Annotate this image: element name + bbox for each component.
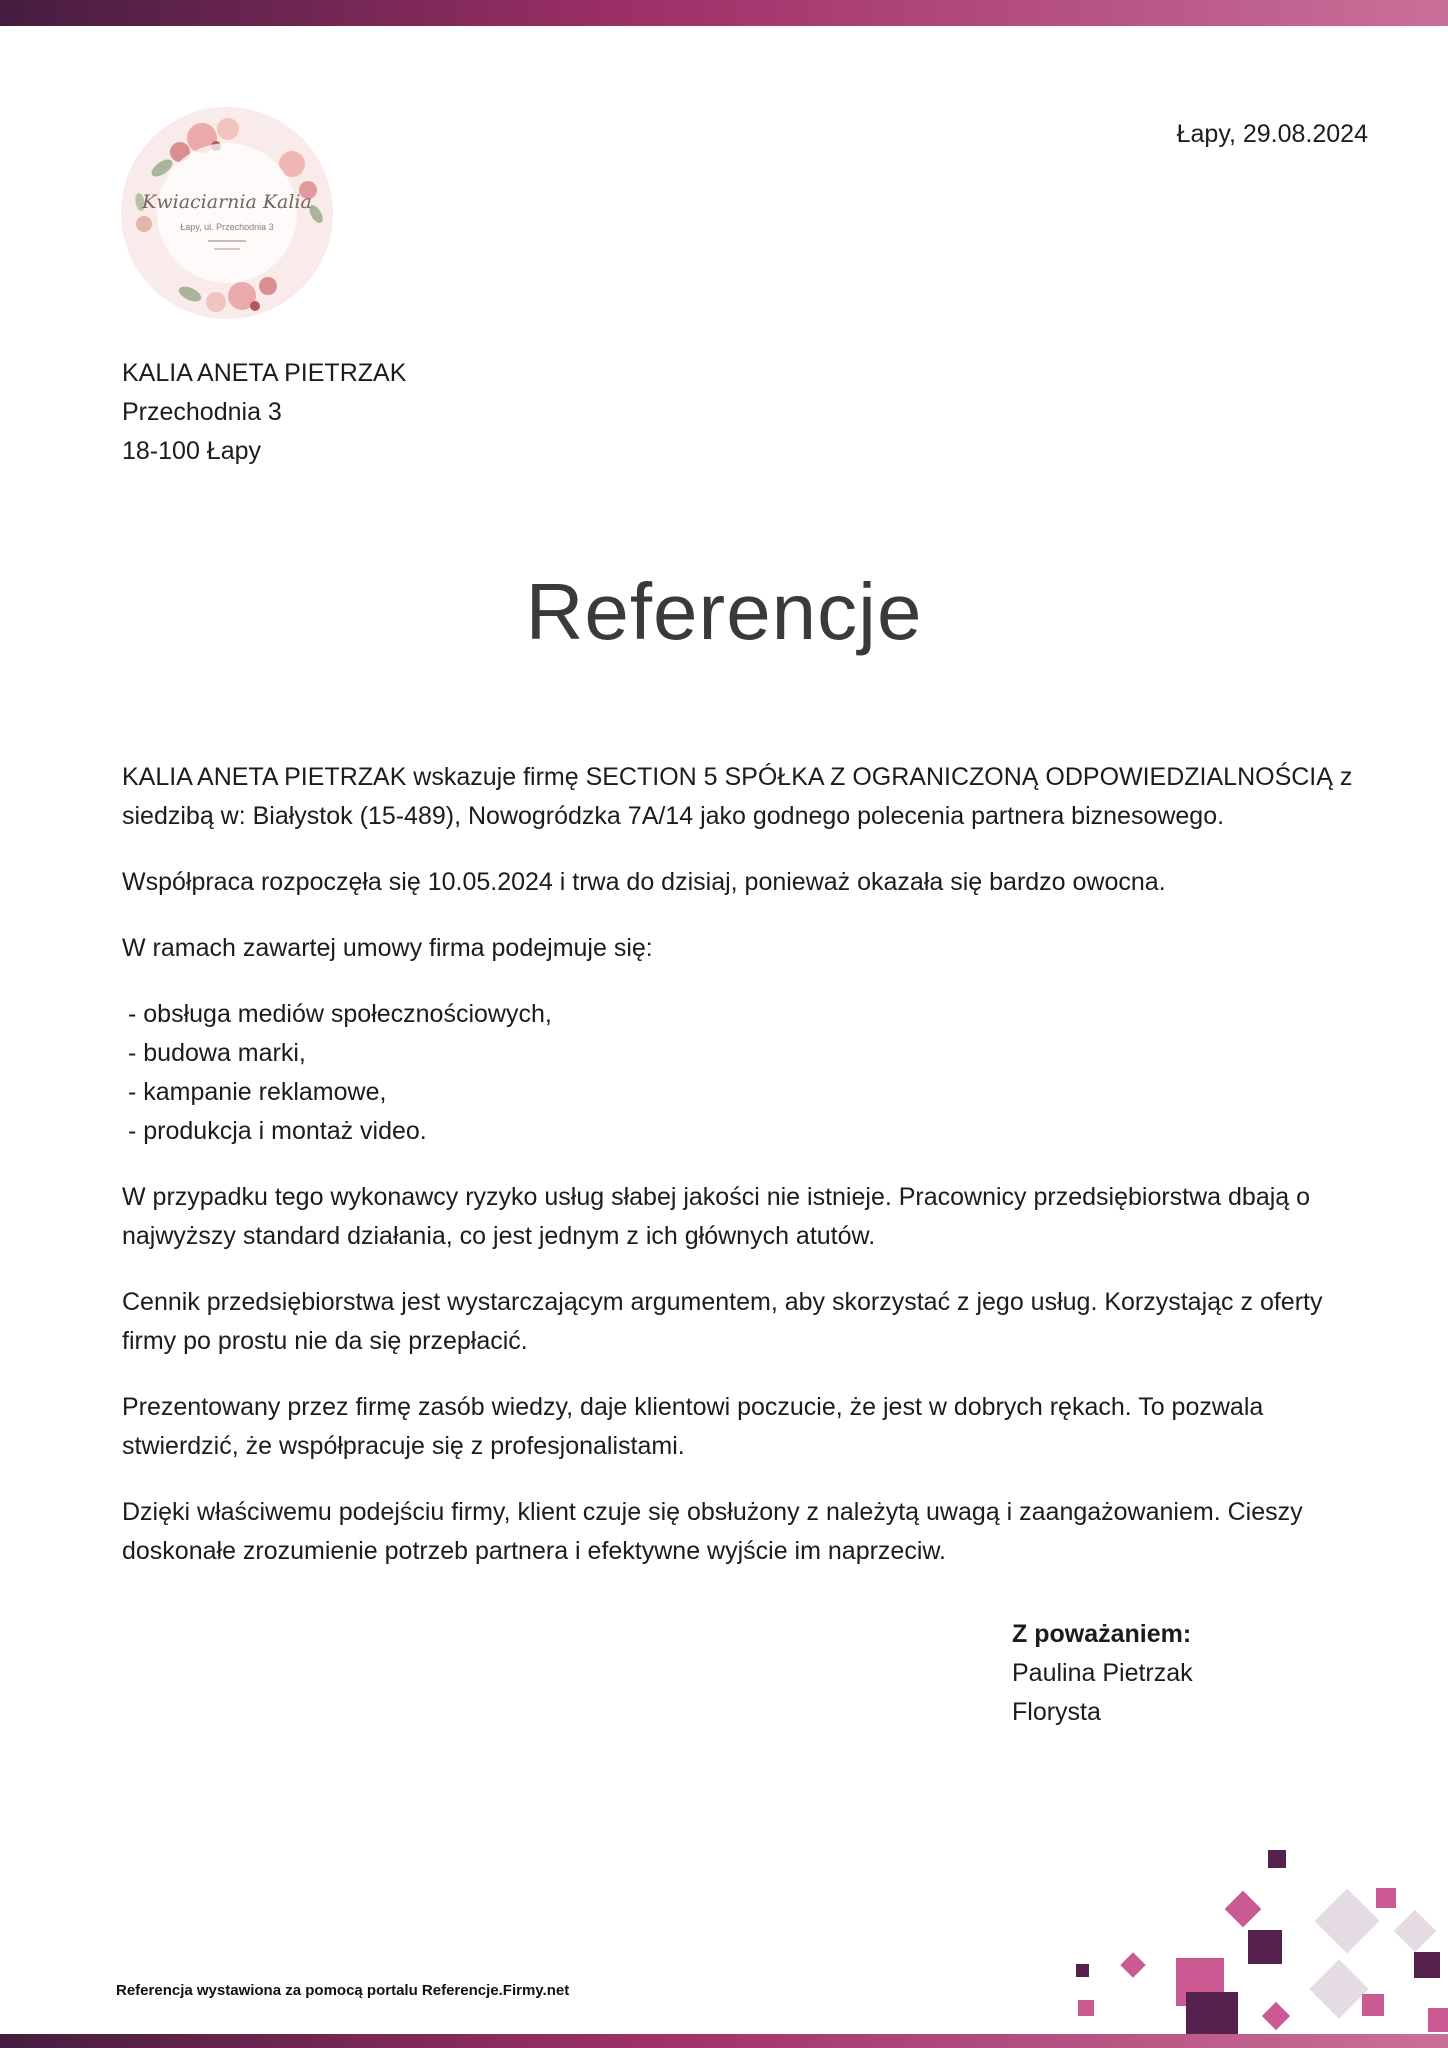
signature-name: Paulina Pietrzak	[1012, 1659, 1193, 1687]
decor-square-pink	[1176, 1958, 1224, 2006]
decor-square-pink	[1428, 2008, 1448, 2032]
florist-logo	[120, 106, 334, 320]
top-gradient-bar	[0, 0, 1448, 26]
decor-square-pink	[1376, 1888, 1396, 1908]
decor-diamond-pink	[1262, 2002, 1290, 2030]
logo-name-text: Kwiaciarnia Kalia	[142, 191, 312, 213]
paragraph-cooperation: Współpraca rozpoczęła się 10.05.2024 i trwa do dzisiaj, ponieważ okazała się bardzo owocna.	[122, 868, 1166, 896]
decor-diamond-pink	[1225, 1891, 1262, 1928]
letter-body	[122, 758, 1366, 1732]
list-item: - kampanie reklamowe,	[128, 1078, 387, 1106]
decor-square-dark	[1076, 1964, 1089, 1977]
decor-diamond-light	[1309, 1959, 1368, 2018]
sender-name: KALIA ANETA PIETRZAK	[122, 359, 407, 387]
list-item: - budowa marki,	[128, 1039, 306, 1067]
decor-square-dark	[1414, 1952, 1440, 1978]
signature-role: Florysta	[1012, 1698, 1101, 1726]
list-item: - produkcja i montaż video.	[128, 1117, 427, 1145]
paragraph-approach: Dzięki właściwemu podejściu firmy, klient czuje się obsłużony z należytą uwagą i zaangażowaniem. Cieszy doskonałe zrozumienie potrzeb partnera i efektywne wyjście im naprzeciw.	[122, 1498, 1303, 1565]
paragraph-knowledge: Prezentowany przez firmę zasób wiedzy, daje klientowi poczucie, że jest w dobrych rękach. To pozwala stwierdzić, że współpracuje się z profesjonalistami.	[122, 1393, 1264, 1460]
paragraph-pricing: Cennik przedsiębiorstwa jest wystarczającym argumentem, aby skorzystać z jego usług. Korzystając z oferty firmy po prostu nie da się przepłacić.	[122, 1288, 1323, 1355]
decor-diamond-light	[1394, 1910, 1436, 1952]
logo-address-text: Łapy, ul. Przechodnia 3	[180, 222, 274, 232]
florist-logo-image	[120, 106, 334, 320]
sender-city: 18-100 Łapy	[122, 437, 262, 465]
services-list	[128, 995, 1366, 1151]
paragraph-quality: W przypadku tego wykonawcy ryzyko usług słabej jakości nie istnieje. Pracownicy przedsiębiorstwa dbają o najwyższy standard działania, co jest jednym z ich głównych atutów.	[122, 1183, 1311, 1250]
decor-square-pink	[1078, 2000, 1094, 2016]
signature-block	[1012, 1615, 1366, 1732]
paragraph-scope-intro: W ramach zawartej umowy firma podejmuje się:	[122, 934, 653, 962]
sender-block	[122, 354, 406, 471]
decor-diamond-pink	[1120, 1952, 1145, 1977]
date-line: Łapy, 29.08.2024	[1176, 120, 1368, 148]
signature-closing: Z poważaniem:	[1012, 1620, 1192, 1648]
logo-detail-line	[214, 248, 240, 250]
decor-square-dark	[1248, 1930, 1282, 1964]
bottom-gradient-bar	[0, 2034, 1448, 2048]
document-title: Referencje	[525, 567, 923, 656]
decor-square-pink	[1362, 1994, 1384, 2016]
decor-square-dark	[1268, 1850, 1286, 1868]
paragraph-recommendation: KALIA ANETA PIETRZAK wskazuje firmę SECTION 5 SPÓŁKA Z OGRANICZONĄ ODPOWIEDZIALNOŚCIĄ z siedzibą w: Białystok (15-489), Nowogródzka 7A/14 jako godnego polecenia partnera biznesowego.	[122, 763, 1353, 830]
logo-detail-line	[208, 240, 246, 242]
sender-street: Przechodnia 3	[122, 398, 282, 426]
list-item: - obsługa mediów społecznościowych,	[128, 1000, 552, 1028]
portal-attribution: Referencja wystawiona za pomocą portalu Referencje.Firmy.net	[116, 1982, 570, 1999]
decor-diamond-light	[1314, 1888, 1379, 1953]
